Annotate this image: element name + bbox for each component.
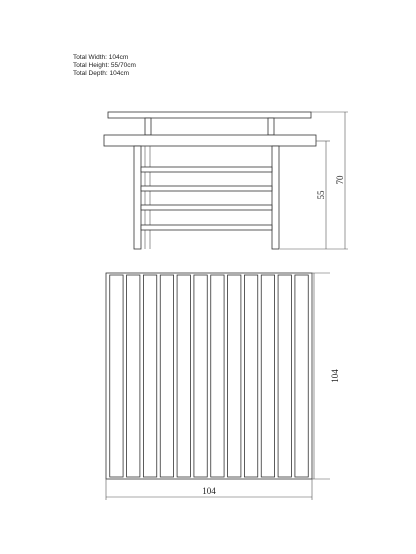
side-slat-2 — [141, 186, 272, 191]
top-slat-2 — [127, 275, 140, 477]
spec-depth: Total Depth: 104cm — [73, 70, 130, 77]
side-elevation — [104, 112, 348, 249]
top-slat-11 — [278, 275, 291, 477]
spec-width: Total Width: 104cm — [73, 54, 129, 61]
lift-arm-left — [145, 118, 151, 135]
top-slat-4 — [160, 275, 173, 477]
side-slat-4 — [141, 225, 272, 230]
dimension-depth — [312, 273, 340, 479]
leg-left — [134, 146, 141, 249]
top-slat-8 — [228, 275, 241, 477]
lift-arm-right — [268, 118, 274, 135]
depth-label: 104 — [330, 369, 340, 383]
top-slat-1 — [110, 275, 123, 477]
width-label: 104 — [202, 486, 216, 496]
lift-top-panel — [108, 112, 311, 118]
top-slat-7 — [211, 275, 224, 477]
top-view — [106, 273, 340, 500]
top-slat-3 — [143, 275, 156, 477]
leg-right — [272, 146, 279, 249]
spec-height: Total Height: 55/70cm — [73, 62, 136, 69]
height-high-label: 70 — [335, 175, 345, 185]
side-slat-1 — [141, 167, 272, 172]
dimension-width — [106, 479, 312, 500]
dimension-height-high — [311, 112, 348, 249]
table-top — [104, 135, 316, 146]
top-slat-9 — [244, 275, 257, 477]
top-slat-12 — [295, 275, 308, 477]
top-slat-10 — [261, 275, 274, 477]
dimension-height-low — [280, 141, 330, 249]
side-slat-3 — [141, 205, 272, 210]
top-slat-5 — [177, 275, 190, 477]
height-low-label: 55 — [316, 190, 326, 200]
top-slat-6 — [194, 275, 207, 477]
